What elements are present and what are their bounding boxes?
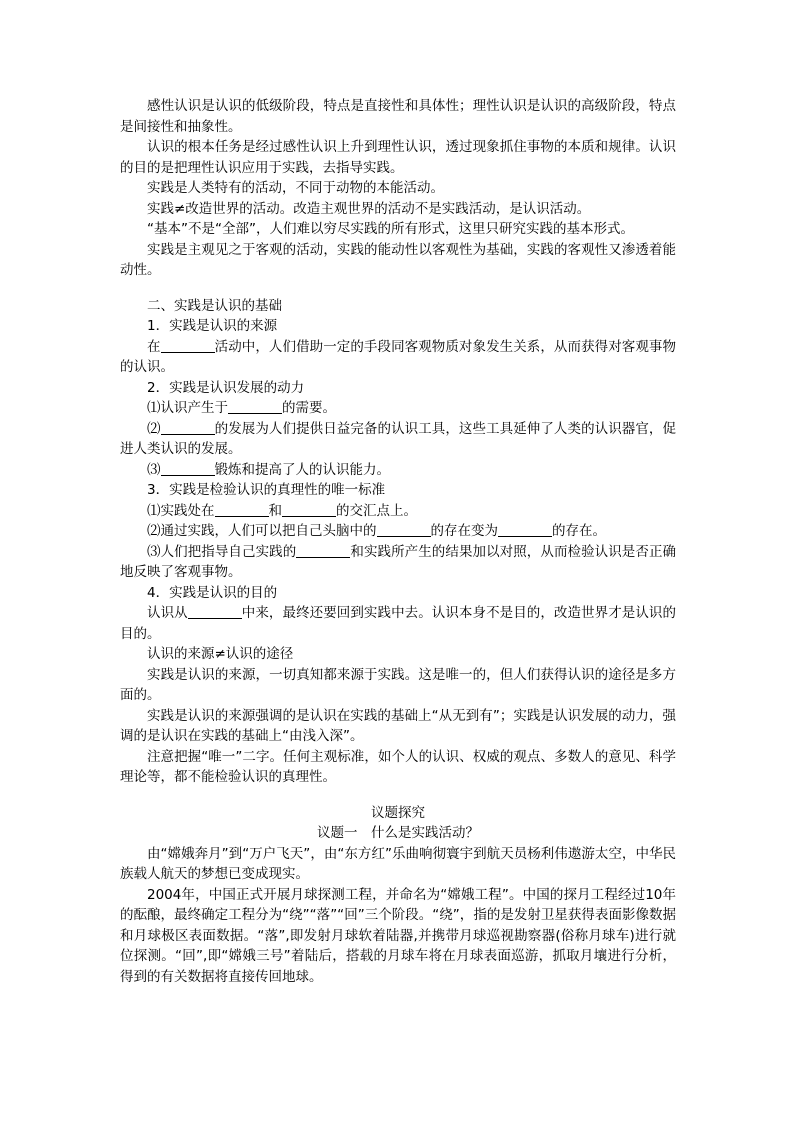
text: 的存在。 bbox=[552, 523, 606, 539]
fill-blank bbox=[161, 461, 215, 476]
note-unique-source: 实践是认识的来源，一切真知都来源于实践。这是唯一的，但人们获得认识的途径是多方面的。 bbox=[120, 666, 676, 703]
fill-blank bbox=[161, 420, 215, 435]
inquiry-paragraph-dream: 由“嫦娥奔月”到“万户飞天”，由“东方红”乐曲响彻寰宇到航天员杨利伟遨游太空，中华民族载人航天的梦想已变成现实。 bbox=[120, 845, 676, 882]
paragraph-cognition-task: 认识的根本任务是经过感性认识上升到理性认识，透过现象抓住事物的本质和规律。认识的目的是把理性认识应用于实践，去指导实践。 bbox=[120, 139, 676, 176]
text: 活动中，人们借助一定的手段同客观物质对象发生关系，从而获得对客观事物的认识。 bbox=[120, 338, 677, 375]
inquiry-subtitle: 议题一 什么是实践活动？ bbox=[317, 825, 479, 841]
subsection-title-standard: 3．实践是检验认识的真理性的唯一标准 bbox=[147, 482, 386, 498]
fill-blank bbox=[282, 502, 336, 517]
paragraph-practice-not-equal: 实践≠改造世界的活动。改造主观世界的活动不是实践活动，是认识活动。 bbox=[147, 200, 591, 217]
text: 在 bbox=[147, 338, 161, 355]
fill-item-transform bbox=[120, 521, 676, 542]
fill-blank bbox=[161, 338, 215, 353]
fill-paragraph-source bbox=[120, 337, 676, 378]
paragraph-perceptual-rational: 感性认识是认识的低级阶段，特点是直接性和具体性；理性认识是认识的高级阶段，特点是间接性和抽象性。 bbox=[120, 98, 676, 135]
spacer bbox=[120, 281, 676, 296]
fill-blank bbox=[377, 522, 431, 537]
paragraph-practice-human: 实践是人类特有的活动，不同于动物的本能活动。 bbox=[147, 180, 444, 196]
text: 认识从 bbox=[147, 605, 188, 621]
inquiry-title: 议题探究 bbox=[371, 804, 425, 821]
section-heading: 二、实践是认识的基础 bbox=[147, 297, 282, 314]
text: 的存在变为 bbox=[430, 523, 498, 539]
fill-item-junction bbox=[120, 501, 676, 522]
text: ⑶ bbox=[147, 461, 161, 478]
subsection-title-source: 1．实践是认识的来源 bbox=[147, 318, 278, 334]
fill-blank bbox=[188, 604, 242, 619]
text: 中来，最终还要回到实践中去。认识本身不是目的，改造世界才是认识的目的。 bbox=[120, 605, 677, 642]
text: 的需要。 bbox=[282, 400, 336, 416]
note-unique-standard: 注意把握“唯一”二字。任何主观标准，如个人的认识、权威的观点、多数人的意见、科学理论等，都不能检验认识的真理性。 bbox=[120, 748, 676, 785]
fill-item-ability bbox=[120, 460, 676, 481]
note-source-vs-path: 认识的来源≠认识的途径 bbox=[147, 646, 294, 662]
spacer bbox=[120, 788, 676, 803]
text: 的交汇点上。 bbox=[336, 502, 417, 519]
fill-blank bbox=[498, 522, 552, 537]
text: 和实践所产生的结果加以对照，从而检验认识是否正确地反映了客观事物。 bbox=[120, 543, 677, 580]
fill-item-compare bbox=[120, 542, 676, 583]
paragraph-basic-not-all: “基本”不是“全部”，人们难以穷尽实践的所有形式，这里只研究实践的基本形式。 bbox=[147, 221, 634, 237]
paragraph-subjective-objective: 实践是主观见之于客观的活动，实践的能动性以客观性为基础，实践的客观性又渗透着能动性。 bbox=[120, 241, 676, 278]
text: 和 bbox=[268, 502, 282, 519]
fill-blank bbox=[296, 543, 350, 558]
fill-paragraph-purpose bbox=[120, 603, 676, 644]
note-source-vs-motive: 实践是认识的来源强调的是认识在实践的基础上“从无到有”；实践是认识发展的动力，强调的是认识在实践的基础上“由浅入深”。 bbox=[120, 707, 676, 744]
subsection-title-purpose: 4．实践是认识的目的 bbox=[147, 584, 278, 601]
inquiry-paragraph-chang-e: 2004年，中国正式开展月球探测工程，并命名为“嫦娥工程”。中国的探月工程经过10年的酝酿，最终确定工程分为“绕”“落”“回”三个阶段。“绕”，指的是发射卫星获得表面影像数据和月球极区表面数据。“落”,即发射月球软着陆器,并携带月球巡视勘察器(俗称月球车)进行就位探测。“回”,即“嫦娥三号”着陆后，搭载的月球车将在月球表面巡游，抓取月壤进行分析，得到的有关数据将直接传回地球。 bbox=[120, 886, 676, 985]
fill-item-need bbox=[120, 398, 676, 419]
text: ⑴认识产生于 bbox=[147, 400, 228, 416]
text: 的发展为人们提供日益完备的认识工具，这些工具延伸了人类的认识器官，促进人类认识的发展。 bbox=[120, 420, 677, 457]
text: ⑵通过实践，人们可以把自己头脑中的 bbox=[147, 523, 377, 539]
text: ⑵ bbox=[147, 420, 161, 437]
text: ⑴实践处在 bbox=[147, 502, 215, 519]
fill-item-tools bbox=[120, 419, 676, 460]
document-content bbox=[120, 96, 676, 987]
text: 锻炼和提高了人的认识能力。 bbox=[214, 461, 390, 478]
fill-blank bbox=[215, 502, 269, 517]
text: ⑶人们把指导自己实践的 bbox=[147, 543, 297, 560]
fill-blank bbox=[228, 399, 282, 414]
subsection-title-motive: 2．实践是认识发展的动力 bbox=[147, 379, 305, 396]
